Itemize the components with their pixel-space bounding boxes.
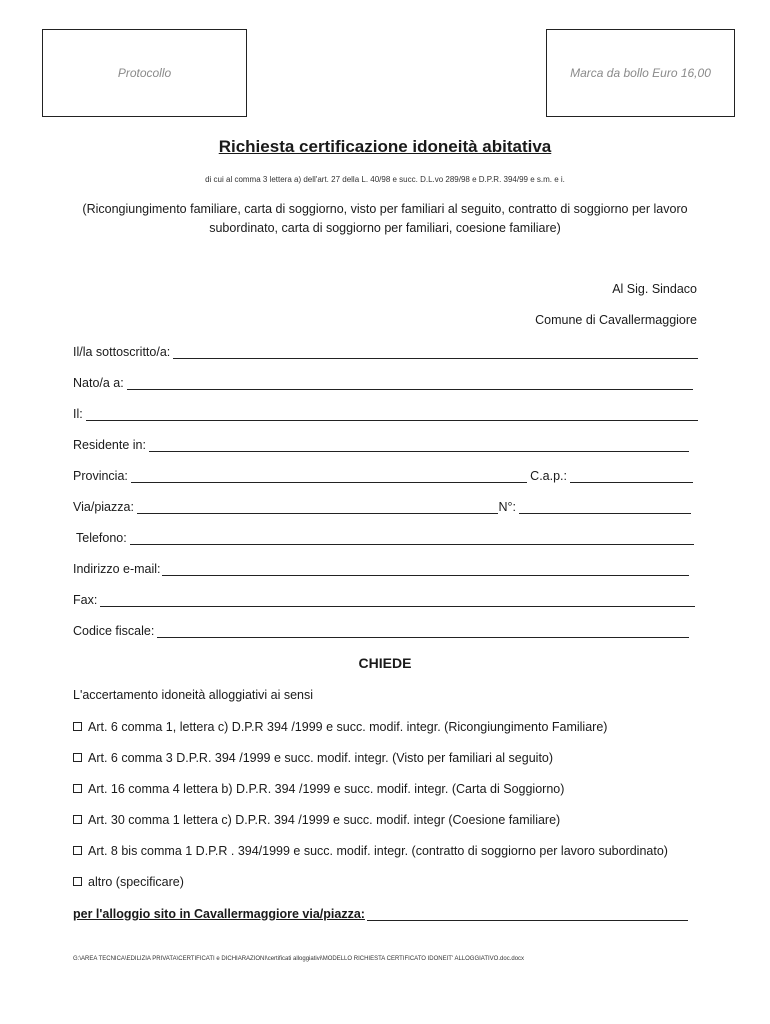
field-blank-line[interactable] <box>131 470 527 483</box>
field-label: Nato/a a: <box>73 376 124 390</box>
field-blank-line[interactable] <box>173 346 698 359</box>
option-coesione-familiare[interactable] <box>73 813 560 827</box>
option-label: Art. 30 comma 1 lettera c) D.P.R. 394 /1999 e succ. modif. integr (Coesione familiare) <box>88 813 561 827</box>
field-blank-line[interactable] <box>130 532 694 545</box>
request-intro: L'accertamento idoneità alloggiativi ai sensi <box>73 688 314 702</box>
field-label: Il: <box>73 407 83 421</box>
field-blank-line[interactable] <box>157 625 689 638</box>
field-label: Telefono: <box>76 531 127 545</box>
field-via-numero[interactable] <box>73 498 691 514</box>
field-label: Residente in: <box>73 438 146 452</box>
document-title: Richiesta certificazione idoneità abitativa <box>218 137 552 156</box>
option-visto-familiari[interactable] <box>73 751 553 765</box>
option-label: altro (specificare) <box>88 875 184 889</box>
field-fax[interactable] <box>73 591 695 607</box>
field-label: Fax: <box>73 593 98 607</box>
alloggio-location-label: per l'alloggio sito in Cavallermaggiore via/piazza: <box>73 907 365 921</box>
option-ricongiungimento[interactable] <box>73 720 607 734</box>
alloggio-location-field[interactable] <box>73 905 688 921</box>
field-label: Codice fiscale: <box>73 624 155 638</box>
field-blank-line[interactable] <box>162 563 689 576</box>
field-blank-line-numero[interactable] <box>519 501 691 514</box>
field-nato[interactable] <box>73 374 693 390</box>
field-telefono[interactable] <box>76 529 694 545</box>
field-blank-line[interactable] <box>127 377 693 390</box>
field-label-cap: C.a.p.: <box>530 469 567 483</box>
field-email[interactable] <box>73 560 689 576</box>
document-subtitle: di cui al comma 3 lettera a) dell'art. 27 della L. 40/98 e succ. D.L.vo 289/98 e D.P.R. 394/99 e s.m. e i. <box>205 175 565 184</box>
field-label: Via/piazza: <box>73 500 134 514</box>
checkbox[interactable] <box>73 753 82 762</box>
recipient-line-comune: Comune di Cavallermaggiore <box>535 313 697 327</box>
purpose-note: (Ricongiungimento familiare, carta di soggiorno, visto per familiari al seguito, contratto di soggiorno per lavoro subordinato, carta di soggiorno per familiari, coesione familiare) <box>82 202 688 235</box>
checkbox[interactable] <box>73 877 82 886</box>
file-path-footer: G:\AREA TECNICA\EDILIZIA PRIVATA\CERTIFICATI e DICHIARAZIONI\certificati alloggiativi\MODELLO RICHIESTA CERTIFICATO IDONEIT' ALLOGGIATIVO.doc.docx <box>73 956 525 962</box>
field-blank-line[interactable] <box>149 439 689 452</box>
field-label: Provincia: <box>73 469 128 483</box>
field-blank-line-cap[interactable] <box>570 470 693 483</box>
field-blank-line[interactable] <box>100 594 695 607</box>
field-label: Indirizzo e-mail: <box>73 562 161 576</box>
field-label-numero: N°: <box>498 500 516 514</box>
option-label: Art. 8 bis comma 1 D.P.R . 394/1999 e succ. modif. integr. (contratto di soggiorno per lavoro subordinato) <box>88 844 668 858</box>
option-label: Art. 6 comma 3 D.P.R. 394 /1999 e succ. modif. integr. (Visto per familiari al seguito) <box>88 751 554 765</box>
field-sottoscritto[interactable] <box>73 343 698 359</box>
checkbox[interactable] <box>73 846 82 855</box>
field-provincia-cap[interactable] <box>73 467 693 483</box>
field-residente[interactable] <box>73 436 689 452</box>
option-label: Art. 16 comma 4 lettera b) D.P.R. 394 /1999 e succ. modif. integr. (Carta di Soggiorno) <box>88 782 565 796</box>
field-codice-fiscale[interactable] <box>73 622 689 638</box>
field-blank-line[interactable] <box>367 908 688 921</box>
protocollo-label: Protocollo <box>117 66 172 80</box>
chiede-heading: CHIEDE <box>358 655 412 671</box>
marca-da-bollo-box <box>546 29 735 117</box>
field-data-nascita[interactable] <box>73 405 698 421</box>
protocollo-box <box>42 29 247 117</box>
option-contratto-soggiorno[interactable] <box>73 844 668 858</box>
marca-da-bollo-label: Marca da bollo Euro 16,00 <box>570 66 711 80</box>
checkbox[interactable] <box>73 722 82 731</box>
option-label: Art. 6 comma 1, lettera c) D.P.R 394 /1999 e succ. modif. integr. (Ricongiungimento Familiare) <box>88 720 608 734</box>
option-altro[interactable] <box>73 875 184 889</box>
field-blank-line[interactable] <box>137 501 498 514</box>
checkbox[interactable] <box>73 784 82 793</box>
checkbox[interactable] <box>73 815 82 824</box>
option-carta-soggiorno[interactable] <box>73 782 564 796</box>
field-blank-line[interactable] <box>86 408 698 421</box>
recipient-line-sindaco: Al Sig. Sindaco <box>612 282 697 296</box>
field-label: Il/la sottoscritto/a: <box>73 345 171 359</box>
